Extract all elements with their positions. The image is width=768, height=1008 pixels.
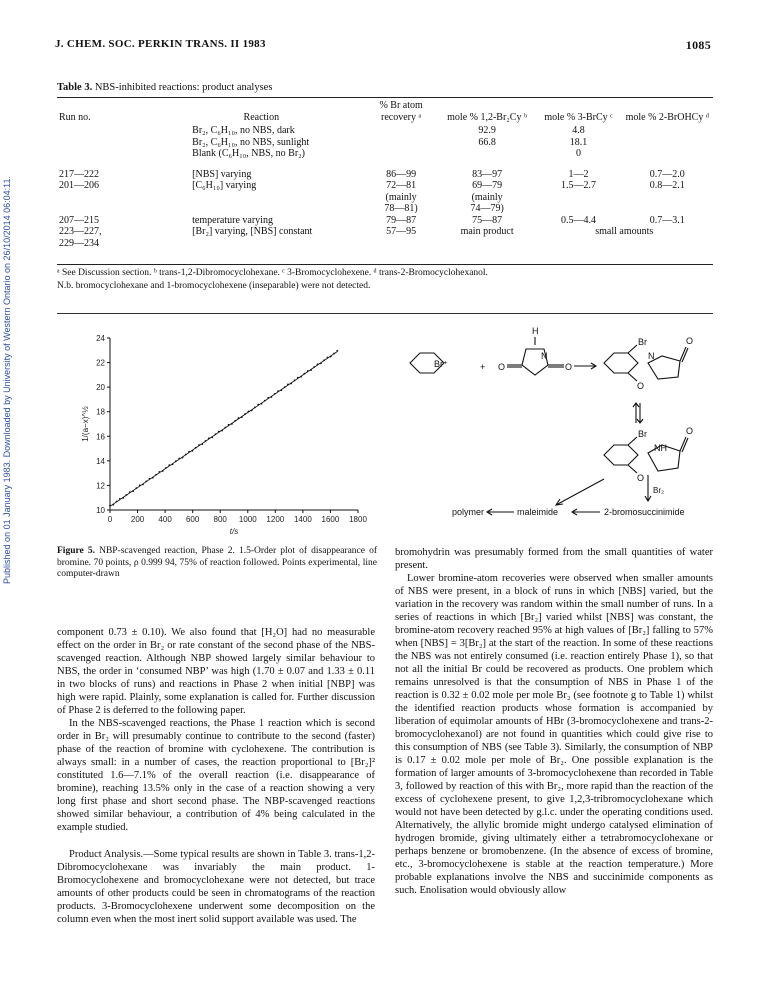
paragraph: component 0.73 ± 0.10). We also found that [H₂O] had no measurable effect on the order in Br₂ or rate constant of the second phase of the NBS-scavenged reaction. Although NBP showed largely similar behaviour to NBS, the order in ‘consumed NBP’ was high (1.70 ± 0.07 and 1.33 ± 0.11 in two blocks of runs) and reactions in Phase 2 when initial [NBP] was high were rapid. Plainly, some explanation is called for. Further discussion of Phase 2 is deferred to the following paper. bbox=[57, 627, 375, 716]
table-footnote-2: N.b. bromocyclohexane and 1-bromocyclohexene (inseparable) were not detected. bbox=[57, 281, 371, 291]
paragraph: Product Analysis.—Some typical results are shown in Table 3. trans-1,2-Dibromocyclohexane was invariably the main product. 1-Bromocyclohexene and bromocyclohexane were not detected, but trace amounts of other products could be seen in chromatograms of the reaction products. 3-Bromocyclohexene underwent some decomposition on the column even when the most inert solid support available was used. The bbox=[57, 849, 375, 925]
y-tick-label: 14 bbox=[96, 456, 105, 466]
x-tick-label: 0 bbox=[107, 515, 113, 524]
data-point bbox=[145, 480, 147, 482]
col-header-bromohydrin: mole % 2-BrOHCy ᵈ bbox=[625, 111, 709, 123]
data-point bbox=[231, 423, 233, 425]
y-tick-label: 24 bbox=[96, 334, 105, 343]
table-title bbox=[57, 82, 272, 93]
data-point bbox=[178, 458, 180, 460]
data-point bbox=[307, 370, 309, 372]
figure-caption-text: NBP-scavenged reaction, Phase 2. 1.5-Order plot of disappearance of bromine. 70 points, ρ 0.999 94, 75% of reaction followed. Points experimental, line computer-drawn bbox=[57, 546, 377, 579]
data-point bbox=[277, 390, 279, 392]
data-point bbox=[244, 413, 246, 415]
y-tick-label: 16 bbox=[96, 432, 105, 442]
data-point bbox=[261, 403, 263, 405]
bromine-label-2: Br bbox=[638, 429, 647, 439]
col-header-dibromo: mole % 1,2-Br₂Cy ᵇ bbox=[447, 111, 528, 123]
data-point bbox=[300, 376, 302, 378]
data-point bbox=[267, 397, 269, 399]
bromonium-label: Br⁺ bbox=[434, 359, 448, 369]
y-tick-label: 12 bbox=[96, 481, 105, 491]
data-point bbox=[159, 471, 161, 473]
data-point bbox=[175, 460, 177, 462]
reaction-scheme bbox=[392, 323, 714, 531]
table-label: Table 3. bbox=[57, 82, 93, 93]
figure-top-rule bbox=[57, 313, 713, 314]
scheme-svg bbox=[392, 323, 714, 531]
data-point bbox=[195, 447, 197, 449]
chart-svg bbox=[78, 330, 378, 538]
table-row: 229—234 bbox=[59, 237, 99, 249]
data-point bbox=[155, 474, 157, 476]
data-point bbox=[290, 383, 292, 385]
data-point bbox=[333, 353, 335, 355]
figure-label: Figure 5. bbox=[57, 546, 95, 556]
figure-5-chart bbox=[78, 330, 378, 538]
data-point bbox=[303, 373, 305, 375]
y-tick-label: 22 bbox=[96, 358, 105, 368]
x-tick-label: 1400 bbox=[293, 515, 312, 524]
ether-o-label-2: O bbox=[637, 473, 645, 483]
data-point bbox=[135, 487, 137, 489]
data-point bbox=[198, 444, 200, 446]
data-point bbox=[238, 417, 240, 419]
page-header bbox=[55, 38, 711, 54]
data-point bbox=[247, 410, 249, 412]
left-text-column bbox=[57, 626, 375, 926]
data-point bbox=[182, 457, 184, 459]
figure-caption bbox=[57, 546, 377, 581]
cyclohexyl-ring-2 bbox=[604, 353, 638, 373]
table-row: Blank (C₆H₁₀, NBS, no Br₂) 0 bbox=[192, 148, 582, 159]
data-point bbox=[109, 505, 111, 507]
data-point bbox=[274, 393, 276, 395]
data-point bbox=[251, 410, 253, 412]
data-point bbox=[320, 362, 322, 364]
table-footnotes bbox=[57, 267, 713, 293]
data-point bbox=[313, 366, 315, 368]
data-point bbox=[129, 491, 131, 493]
data-point bbox=[122, 497, 124, 499]
table-title-text: NBS-inhibited reactions: product analyses bbox=[94, 82, 273, 93]
data-point bbox=[297, 377, 299, 379]
data-point bbox=[165, 467, 167, 469]
data-point bbox=[191, 450, 193, 452]
br2-reagent-label: Br₂ bbox=[653, 486, 665, 495]
table-bottom-rule bbox=[57, 264, 713, 265]
data-point bbox=[126, 494, 128, 496]
x-axis-label: t/s bbox=[229, 527, 239, 536]
table-row: (mainly (mainly bbox=[385, 191, 503, 203]
paragraph: bromohydrin was presumably formed from the small quantities of water present. bbox=[395, 547, 713, 571]
col-header-br-recovery: % Br atom recovery ᵃ bbox=[379, 100, 423, 123]
bromosuccinimide-label: 2-bromosuccinimide bbox=[604, 507, 685, 517]
table-row: 201—206 [C₆H₁₀] varying 72—81 69—79 1.5—2.7 0.8—2.1 bbox=[59, 180, 685, 191]
data-point bbox=[119, 498, 121, 500]
fit-line bbox=[110, 352, 337, 507]
x-tick-label: 1600 bbox=[321, 515, 340, 524]
data-point bbox=[132, 490, 134, 492]
table-row: 78—81) 74—79) bbox=[384, 203, 504, 214]
data-point bbox=[168, 464, 170, 466]
page-number: 1085 bbox=[685, 38, 711, 52]
data-point bbox=[205, 440, 207, 442]
x-tick-label: 1200 bbox=[266, 515, 285, 524]
y-tick-label: 10 bbox=[96, 506, 105, 515]
ether-o-label-1: O bbox=[637, 381, 645, 391]
data-point bbox=[162, 470, 164, 472]
x-tick-label: 400 bbox=[158, 515, 172, 524]
x-tick-label: 600 bbox=[185, 515, 200, 524]
download-notice-text: Published on 01 January 1983. Downloaded by University of Western Ontario on 26/10/2014 06:04:11. bbox=[2, 176, 12, 584]
journal-title: J. CHEM. SOC. PERKIN TRANS. II 1983 bbox=[55, 38, 266, 50]
data-point bbox=[257, 404, 259, 406]
imide-nh-label: NH bbox=[654, 443, 667, 453]
data-point bbox=[271, 396, 273, 398]
nh-hydrogen-label: H bbox=[532, 326, 539, 336]
download-watermark bbox=[2, 130, 16, 630]
data-point bbox=[241, 416, 243, 418]
data-point bbox=[287, 384, 289, 386]
data-point bbox=[336, 350, 338, 352]
data-point bbox=[112, 504, 114, 506]
table-row: Br₂, C₆H₁₀, no NBS, dark 92.9 4.8 bbox=[192, 125, 585, 136]
data-point bbox=[221, 430, 223, 432]
plus-sign: + bbox=[480, 362, 486, 372]
data-point bbox=[264, 400, 266, 402]
x-tick-label: 1800 bbox=[349, 515, 367, 524]
table-row: Br₂, C₆H₁₀, no NBS, sunlight 66.8 18.1 bbox=[192, 136, 588, 148]
data-point bbox=[310, 369, 312, 371]
bromine-label-1: Br bbox=[638, 337, 647, 347]
x-tick-label: 1000 bbox=[238, 515, 257, 524]
data-point bbox=[228, 424, 230, 426]
data-point bbox=[172, 463, 174, 465]
imidate-n-label: N bbox=[648, 351, 655, 361]
data-point bbox=[152, 477, 154, 479]
data-point bbox=[208, 437, 210, 439]
table-row: 207—215 temperature varying 79—87 75—87 0.5—4.4 0.7—3.1 bbox=[59, 214, 685, 226]
data-point bbox=[294, 380, 296, 382]
data-point bbox=[323, 359, 325, 361]
maleimide-label: maleimide bbox=[517, 507, 559, 517]
data-point bbox=[218, 431, 220, 433]
succinimide-o-left: O bbox=[498, 362, 506, 372]
table-row: 223—227, [Br₂] varying, [NBS] constant 57—95 main product small amounts bbox=[59, 226, 654, 237]
y-axis-label: 1/(a−x)^½ bbox=[81, 406, 90, 442]
data-point bbox=[211, 436, 213, 438]
data-point bbox=[215, 433, 217, 435]
data-point bbox=[142, 484, 144, 486]
data-point bbox=[330, 356, 332, 358]
paragraph: Lower bromine-atom recoveries were observed when smaller amounts of NBS were present, in a block of runs in which [NBS] varied, but the variation in the recovery was random within the small number of runs. In a series of reactions in which [Br₂] varied whilst [NBS] was constant, the bromine-atom recovery reached 95% at high values of [Br₂] falling to 57% when [NBS] = 3[Br₂] at the start of the reaction. In some of these reactions the NBS was not entirely consumed (i.e. reaction entirely Phase 1), so that not all the initial Br could be recovered as products. One problem which remains unresolved is that the consumption of NBS in Phase 1 of the reaction is 0.32 ± 0.02 mole per mole Br₂ (see footnote g to Table 1) whilst the identified reaction products whose formation is accompanied by liberation of equimolar amounts of HBr (3-bromocyclohexene and trans-2-bromocyclohexanol) are not found in quantities which could give rise to this consumption of NBS (see Table 3). Similarly, the consumption of NBP is 0.17 ± 0.02 mole per mole of Br₂. One possible explanation is the formation of larger amounts of 3-bromocyclohexene than recorded in Table 3, followed by reaction of this with Br₂, more rapid than the reaction of the excess of cyclohexene present, to give 1,2,3-tribromocyclohexane which would not have been detected by g.l.c. under the operating conditions used. Alternatively, the allylic bromide might undergo catalysed elimination of hydrogen bromide, giving ultimately either a tetrabromocyclohexane or perhaps benzene or bromobenzene. (In the absence of excess of bromine, etc., 3-bromocyclohexene is stable at the reaction temperature.) More probable explanations involve the NBS and succinimide components as such. Enolisation would obviously allow bbox=[395, 573, 713, 896]
right-text-column bbox=[395, 546, 713, 897]
y-tick-label: 20 bbox=[96, 383, 105, 393]
data-point bbox=[284, 386, 286, 388]
col-header-run: Run no. bbox=[59, 111, 91, 123]
carbonyl-o-label-1: O bbox=[686, 336, 694, 346]
col-header-reaction: Reaction bbox=[243, 111, 280, 123]
paragraph: In the NBS-scavenged reactions, the Phase 1 reaction which is second order in Br₂ will presumably continue to contribute to the second (faster) phase of the reaction of bromine with cyclohexene. The contribution is always small: in a number of cases, the reaction proportional to [Br₂]² constituted 1.6—7.1% of the overall reaction (i.e. disappearance of bromine), reaching 13.5% only in the case of a reaction showing a very long first phase and short second phase. The NBP-scavenged reactions showed similar behaviour, a contribution of 4% being calculated in the example studied. bbox=[57, 718, 375, 833]
succinimide-n-label: N bbox=[541, 351, 548, 361]
data-point bbox=[185, 454, 187, 456]
cyclohexyl-ring-3 bbox=[604, 445, 638, 465]
table-footnote-1: ᵃ See Discussion section. ᵇ trans-1,2-Dibromocyclohexane. ᶜ 3-Bromocyclohexene. ᵈ trans-2-Bromocyclohexanol. bbox=[57, 268, 488, 278]
x-tick-label: 200 bbox=[130, 515, 145, 524]
col-header-bromocyclohexene: mole % 3-BrCy ᶜ bbox=[544, 111, 613, 123]
succinimide-o-right: O bbox=[565, 362, 573, 372]
data-point bbox=[188, 451, 190, 453]
data-point bbox=[224, 427, 226, 429]
data-point bbox=[327, 357, 329, 359]
data-point bbox=[201, 443, 203, 445]
product-table bbox=[57, 100, 713, 249]
data-point bbox=[116, 501, 118, 503]
data-point bbox=[139, 484, 141, 486]
carbonyl-o-label-2: O bbox=[686, 426, 694, 436]
polymer-label: polymer bbox=[452, 507, 485, 517]
data-point bbox=[234, 420, 236, 422]
data-point bbox=[280, 389, 282, 391]
data-point bbox=[317, 363, 319, 365]
table-top-rule bbox=[57, 97, 713, 98]
x-tick-label: 800 bbox=[213, 515, 227, 524]
table-row: 217—222 [NBS] varying 86—99 83—97 1—2 0.7—2.0 bbox=[59, 168, 685, 180]
data-point bbox=[254, 406, 256, 408]
y-tick-label: 18 bbox=[96, 407, 105, 417]
data-point bbox=[149, 478, 151, 480]
elimination-arrow bbox=[556, 479, 604, 505]
